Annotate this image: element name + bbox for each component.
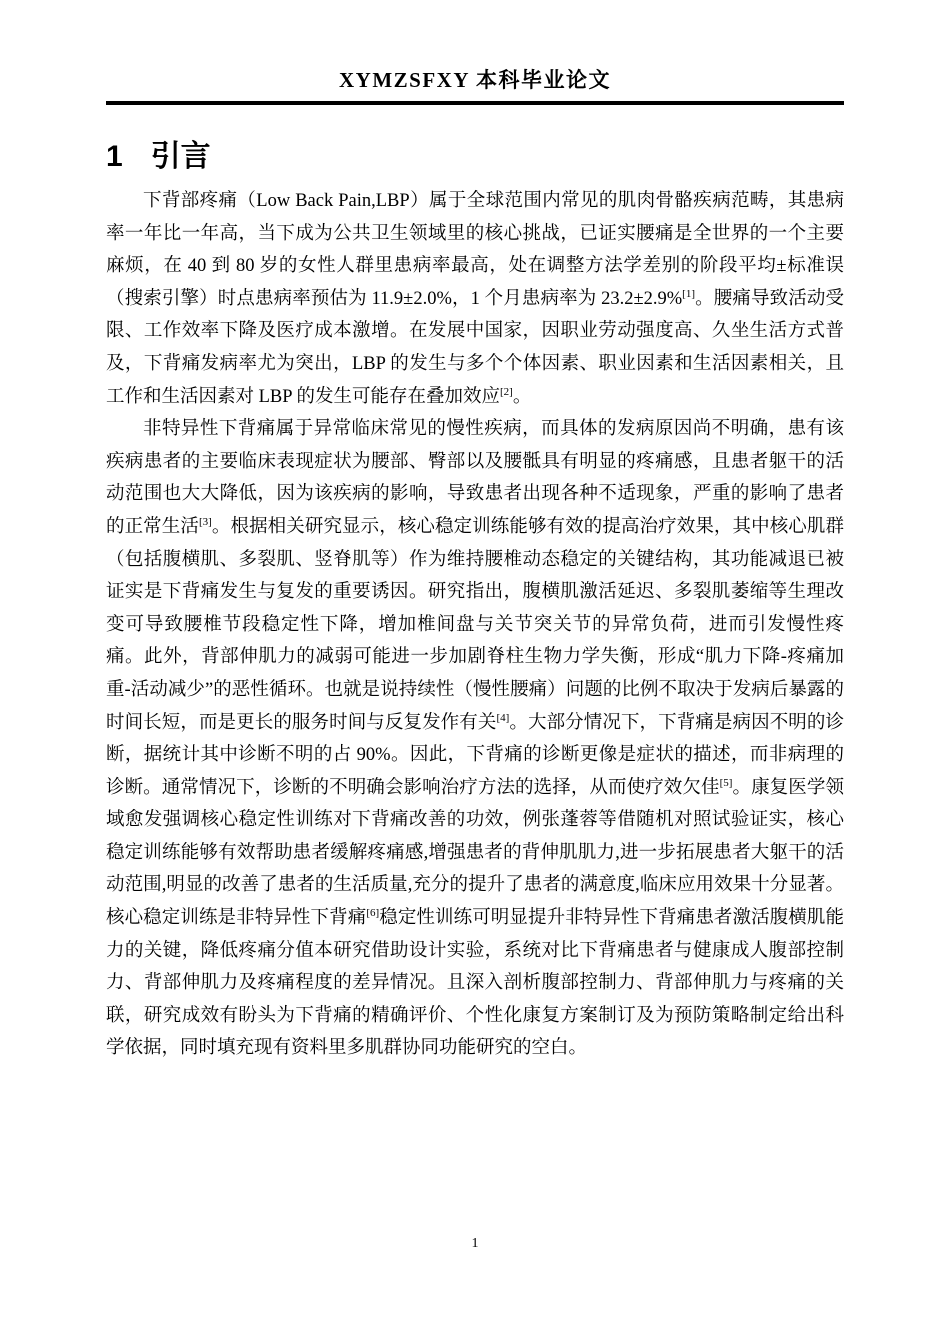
header-title: XYMZSFXY 本科毕业论文 xyxy=(339,68,611,92)
paragraph xyxy=(106,413,844,1065)
paragraph-text: 。根据相关研究显示，核心稳定训练能够有效的提高治疗效果，其中核心肌群（包括腹横肌、多裂肌、竖脊肌等）作为维持腰椎动态稳定的关键结构，其功能减退已被证实是下背痛发生与复发的重要诱因。研究指出，腹横肌激活延迟、多裂肌萎缩等生理改变可导致腰椎节段稳定性下降，增加椎间盘与关节突关节的异常负荷，进而引发慢性疼痛。此外，背部伸肌力的减弱可能进一步加剧脊柱生物力学失衡，形成“肌力下降-疼痛加重-活动减少”的恶性循环。也就是说持续性（慢性腰痛）问题的比例不取决于发病后暴露的时间长短，而是更长的服务时间与反复发作有关 xyxy=(106,516,844,733)
citation-ref: [3] xyxy=(198,515,212,528)
citation-ref: [5] xyxy=(719,776,733,789)
paragraph-text: 。康复医学领域愈发强调核心稳定性训练对下背痛改善的功效，例张蓬蓉等借随机对照试验证实，核心稳定训练能够有效帮助患者缓解疼痛感,增强患者的背伸肌肌力,进一步拓展患者大躯干的活动范围,明显的改善了患者的生活质量,充分的提升了患者的满意度,临床应用效果十分显著。核心稳定训练是非特异性下背痛 xyxy=(106,777,844,929)
paragraph-text: 。 xyxy=(512,386,532,407)
page-number: 1 xyxy=(471,1236,479,1251)
header-rule xyxy=(106,101,844,105)
paragraph-text: 稳定性训练可明显提升非特异性下背痛患者激活腹横肌能力的关键，降低疼痛分值本研究借助设计实验，系统对比下背痛患者与健康成人腹部控制力、背部伸肌力及疼痛程度的差异情况。且深入剖析腹部控制力、背部伸肌力与疼痛的关联，研究成效有盼头为下背痛的精确评价、个性化康复方案制订及为预防策略制定给出科学依据，同时填充现有资料里多肌群协同功能研究的空白。 xyxy=(106,908,844,1059)
citation-ref: [1] xyxy=(682,287,695,300)
paragraph xyxy=(106,185,844,413)
page-footer xyxy=(0,1236,950,1252)
citation-ref: [4] xyxy=(496,711,510,724)
paragraph-text: 下背部疼痛（Low Back Pain,LBP）属于全球范围内常见的肌肉骨骼疾病范畴，其患病率一年比一年高，当下成为公共卫生领域里的核心挑战，已证实腰痛是全世界的一个主要麻烦，在 40 到 80 岁的女性人群里患病率最高，处在调整方法学差别的阶段平均±标准误（搜索引擎）时点患病率预估为 11.9±2.0%，1 个月患病率为 23.2±2.9% xyxy=(106,191,844,309)
section-heading xyxy=(106,139,844,175)
citation-ref: [2] xyxy=(500,385,513,398)
section-title: 引言 xyxy=(150,140,211,173)
body-paragraphs xyxy=(106,185,844,1065)
paragraph-text: 非特异性下背痛属于异常临床常见的慢性疾病，而具体的发病原因尚不明确，患有该疾病患者的主要临床表现症状为腰部、臀部以及腰骶具有明显的疼痛感，且患者躯干的活动范围也大大降低，因为该疾病的影响，导致患者出现各种不适现象，严重的影响了患者的正常生活 xyxy=(106,419,844,537)
paragraph-text: 。腰痛导致活动受限、工作效率下降及医疗成本激增。在发展中国家，因职业劳动强度高、久坐生活方式普及，下背痛发病率尤为突出，LBP 的发生与多个个体因素、职业因素和生活因素相关，且工作和生活因素对 LBP 的发生可能存在叠加效应 xyxy=(106,288,844,407)
citation-ref: [6] xyxy=(366,906,380,919)
document-header xyxy=(106,0,844,105)
section-number: 1 xyxy=(106,140,123,173)
paragraph-text: 。大部分情况下，下背痛是病因不明的诊断，据统计其中诊断不明的占 90%。因此，下背痛的诊断更像是症状的描述，而非病理的诊断。通常情况下，诊断的不明确会影响治疗方法的选择，从而使疗效欠佳 xyxy=(106,712,844,798)
